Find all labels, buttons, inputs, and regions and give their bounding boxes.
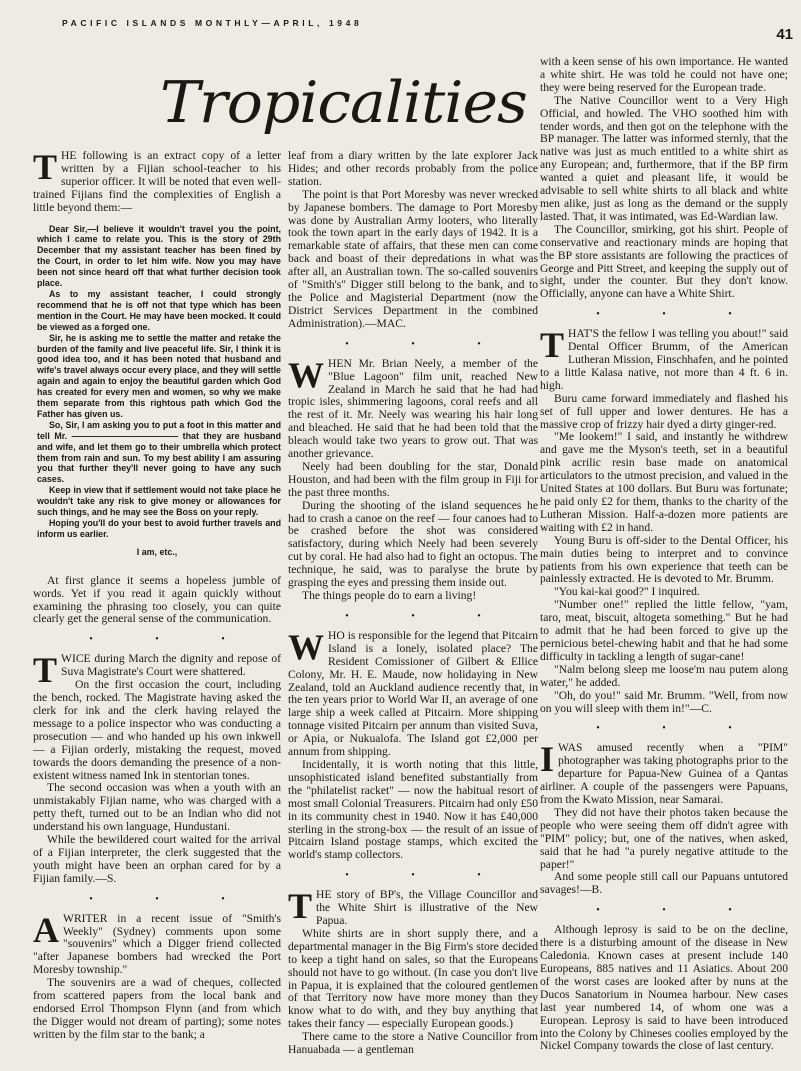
drop-cap: W — [288, 354, 324, 395]
drop-cap: T — [33, 650, 58, 691]
article-paragraph: "You kai-kai good?" I inquired. — [554, 585, 700, 599]
article-paragraph: The things people do to earn a living! — [302, 589, 477, 602]
column-1 — [33, 147, 281, 1041]
article-paragraph: At first glance it seems a hopeless jumble of words. Yet if you read it again quickly without examining the phrasing too closely, you can quite clearly get the general sense of the communication. — [33, 573, 281, 626]
letter-intro: THE following is an extract copy of a letter written by a Fijian school-teacher to his superior officer. It will be noted that even well-trained Fijians find the complexities of English a little beyond them:— — [33, 147, 281, 214]
article-paragraph: The souvenirs are a wad of cheques, collected from scattered papers from the local bank and endorsed Errol Thompson Flynn (and from which the Digger would not dream of parting); some notes written by the film star to the bank; a — [33, 976, 281, 1041]
letter-paragraph: As to my assistant teacher, I could strongly recommend that he is off not that type which has been mention in the Court. He may have been mocked. It could be viewed as a forged one. — [37, 288, 281, 332]
article-paragraph: "Nalm belong sleep me loose'm nau putem along water," he added. — [540, 662, 788, 689]
article-paragraph: THAT'S the fellow I was telling you about!" said Dental Officer Brumm, of the American Lutheran Mission, Finschhafen, and he pointed to a little Kalasa native, not more than 4 ft. 6 in. high. — [540, 325, 788, 392]
column-2 — [288, 150, 538, 1066]
article-paragraph: "Oh, do you!" said Mr. Brumm. "Well, from now on you will sleep with them in!"—C. — [540, 688, 788, 715]
article-paragraph: The Native Councillor went to a Very High Official, and howled. The VHO soothed him with tender words, and then got on the telephone with the BP manager. The latter was informed sternly, that the native was just as much entitled to a white shirt as any European; and, furthermore, that if the BP firm wanted a quiet and pleasant life, it would be advisable to sell white shirts to all black and white men alike, just as long as the demand or the supply lasted. That, it was intimated, was Ed-Wardian law. — [540, 93, 788, 223]
article-paragraph: Incidentally, it is worth noting that this little, unsophisticated island benefited substantially from the "philatelist racket" — now the habitual resort of most small Colonial Treasurers. Pitcairn had only £50 in its community chest in 1940. Now it has £40,000 sterling in the strong-box — the result of an issue of Pitcairn Island postage stamps, which excited the world's stamp collectors. — [288, 757, 538, 862]
drop-cap: T — [33, 147, 58, 187]
article-paragraph: "Number one!" replied the little fellow, "yam, taro, meat, biscuit, altogeta something." But he had to admit that he had been forced to give up the pernicious betel-chewing habit and that he had some difficulty in tackling a length of sugar-cane! — [540, 598, 788, 663]
article-paragraph: Buru came forward immediately and flashed his set of full upper and lower dentures. He has a massive crop of frizzy hair dyed a dirty ginger-red. — [540, 391, 788, 431]
letter-paragraph: Keep in view that if settlement would not take place he wouldn't take any risk to give money or allowances for such things, and he may see the Boss on your reply. — [37, 485, 281, 518]
article-paragraph: White shirts are in short supply there, and a departmental manager in the Big Firm's store decided to keep a tight hand on sales, so that the Europeans should not have to go without. (In case you don't live in Papua, it is explained that the coloured gentlemen of that Territory now have more money than they know what to do with, and they buy anything that takes their fancy — especially European goods.) — [288, 926, 538, 1031]
separator: • • • — [89, 893, 255, 905]
letter-paragraph: Dear Sir,—I believe it wouldn't travel you the point, which I came to relate you. This is the story of 29th December that my assistant teacher has been fined by the Court, in order to let him wife. Now you may have been not since heard off that what further decision took place. — [37, 223, 281, 289]
separator: • • • — [345, 870, 511, 882]
page-title: Tropicalities — [160, 69, 527, 137]
article-paragraph: While the bewildered court waited for the arrival of a Fijian interpreter, the clerk suggested that the youth might have been an orphan cared for by a Fijian family.—S. — [33, 833, 281, 885]
drop-cap: T — [288, 886, 313, 927]
article-paragraph: They did not have their photos taken because the people who were seeing them off didn't agree with "PIM" policy; but, one of the natives, when asked, said that he had "a purely negative attitude to the paper!" — [540, 805, 788, 871]
letter-paragraph: Sir, he is asking me to settle the matter and retake the burden of the family and live peaceful life. Sir, I think it is good idea too, and it has been noted that husband and wife's travel always occur every place, and they will settle again and again to enjoy the beautiful garden which God has created for every men and women, so why we make them separate from this rightous path which God the Father has given us. — [37, 332, 281, 419]
separator: • • • — [596, 723, 762, 735]
page-number: 41 — [776, 26, 793, 43]
article-paragraph: There came to the store a Native Councillor from Hanuabada — a gentleman — [288, 1030, 538, 1057]
article-paragraph: TWICE during March the dignity and repose of Suva Magistrate's Court were shattered. — [33, 650, 281, 691]
letter-closing: I am, etc., — [136, 546, 178, 557]
article-paragraph: leaf from a diary written by the late explorer Jack Hides; and other records probably from the police station. — [288, 149, 538, 188]
article-paragraph: The Councillor, smirking, got his shirt. People of conservative and reactionary minds are hoping that the BP store assistants are following the practices of George and Pitt Street, and keeping the supply out of sight, under the counter. But they don't know. Officially, anyone can have a White Shirt. — [540, 222, 788, 301]
separator: • • • — [345, 338, 511, 350]
article-paragraph: Although leprosy is said to be on the decline, there is a disturbing amount of the disease in New Caledonia. Known cases at present include 140 Europeans, 885 natives and 11 Asiatics. About 200 of the worst cases are looked after by nuns at the Ducos Sanatorium in Noumea harbour. New cases last year numbered 14, of whom one was a European. Leprosy is said to have been introduced into the Colony by Chineses coolies employed by the Nickel Company towards the close of last century. — [540, 923, 788, 1053]
drop-cap: T — [540, 325, 565, 366]
article-paragraph: WHO is responsible for the legend that Pitcairn Island is a lonely, isolated place? The Resident Comissioner of Gilbert & Ellice Colony, Mr. H. E. Maude, now holidaying in New Zealand, told an Auckland audience recently that, in the ten years prior to World War II, an average of one large ship a week called at Pitcairn. More shipping tonnage visited Pitcairn per annum than visited Suva, or Apia, or Nukualofa. The Island got £2,000 per annum from shipping. — [288, 626, 538, 759]
article-paragraph: On the first occasion the court, including the bench, rocked. The Magistrate having asked the clerk for ink and the clerk having relayed the message to a police inspector who was conducting a prosecution — and who handed up his own inkwell — a Fijian orderly, mistaking the request, moved towards the doors demanding the presence of a non-existent witness named Ink in stentorian tones. — [33, 678, 281, 782]
article-paragraph: IWAS amused recently when a "PIM" photographer was taking photographs prior to the departure for Papua-New Guinea of a Qantas airliner. A couple of the passengers were Papuans, from the Kwato Mission, near Samarai. — [540, 739, 788, 807]
article-paragraph: The point is that Port Moresby was never wrecked by Japanese bombers. The damage to Port Moresby was done by Australian Army looters, who literally took the town apart in the early days of 1942. It is a remarkable state of affairs, that these men can come back and boast of their depredations in what was after all, an Australian town. The so-called souvenirs of "Smith's" Digger still belong to the bank, and to the Police and Magisterial Department (now the District Services Department in the combined Administration).—MAC. — [288, 187, 538, 330]
separator: • • • — [345, 610, 511, 622]
letter-paragraph: Hoping you'll do your best to avoid further travels and inform us earlier. — [37, 518, 281, 539]
article-paragraph: THE story of BP's, the Village Councillor and the White Shirt is illustrative of the New Papua. — [288, 886, 538, 928]
drop-cap: W — [288, 626, 324, 667]
separator: • • • — [89, 634, 255, 646]
letter-paragraph: So, Sir, I am asking you to put a foot in this matter and tell Mr. ———————————— that they are husband and wife, and let them go to their umbrella which protect them from rain and sun. To my best ability I am assuring you that further they'll never going to have any such cases. — [37, 419, 281, 485]
running-head: PACIFIC ISLANDS MONTHLY—APRIL, 1948 — [62, 18, 363, 28]
article-paragraph: During the shooting of the island sequences he had to crash a canoe on the reef — four canoes had to be crashed before the shot was considered satisfactory, during which Neely had been severely cut by coral. He had also had to fight an octopus. The technique, he said, was to paralyse the brute by grasping the eyes and pressing them inside out. — [288, 498, 538, 590]
column-3 — [540, 56, 788, 1064]
drop-cap: I — [540, 739, 555, 780]
article-paragraph: "Me lookem!" I said, and instantly he withdrew and gave me the Myson's teeth, set in a beautiful pink acrilic resin base made on anatomical articulators to the utmost precision, and valued in the United States at 100 dollars. But Buru was fortunate; he paid only £2 for them, thanks to the charity of the Lutheran Mission. Half-a-dozen more patients are waiting with £2 in hand. — [540, 430, 788, 534]
separator: • • • — [596, 905, 762, 917]
article-paragraph: And some people still call our Papuans untutored savages!—B. — [540, 870, 788, 897]
article-paragraph: The second occasion was when a youth with an unmistakably Fijian name, who was charged with a petty theft, turned out to be an Indian who did not understand his own language, Hundustani. — [33, 781, 281, 834]
article-paragraph: Young Buru is off-sider to the Dental Officer, his main duties being to interpret and to convince patients from his own experience that teeth can be painlessly extracted. He is devoted to Mr. Brumm. — [540, 533, 788, 586]
separator: • • • — [596, 309, 762, 321]
drop-cap: A — [33, 909, 59, 950]
article-paragraph: Neely had been doubling for the star, Donald Houston, and had been with the film group in Fiji for the past three months. — [288, 459, 538, 499]
article-paragraph: WHEN Mr. Brian Neely, a member of the "Blue Lagoon" film unit, reached New Zealand in March he said that he had had tropic isles, shimmering lagoons, coral reefs and all the rest of it. Mr. Neely was wearing his hair long and bleached. He said that he had been told that the bleach would take two years to grow out. That was another grievance. — [288, 354, 538, 461]
article-paragraph: AWRITER in a recent issue of "Smith's Weekly" (Sydney) comments upon some "souvenirs" which a Digger friend collected "after Japanese bombers had wrecked the Port Moresby township." — [33, 909, 281, 977]
article-paragraph: with a keen sense of his own importance. He wanted a white shirt. He was told he could not have one; they were being reserved for the European trade. — [540, 55, 788, 94]
